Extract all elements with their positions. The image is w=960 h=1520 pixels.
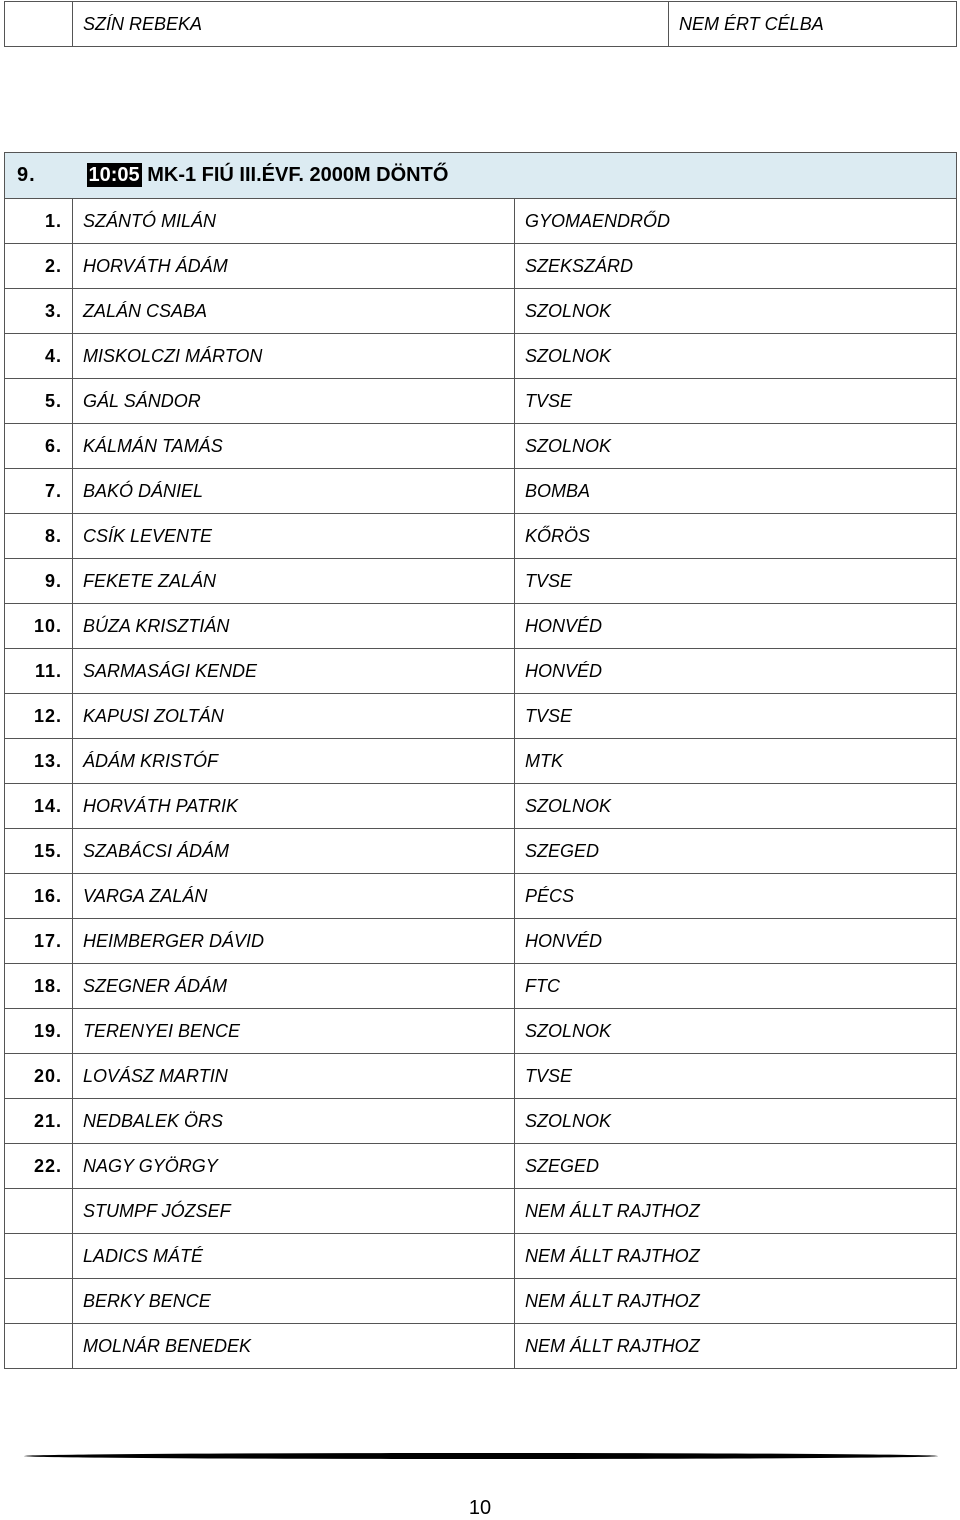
club-name: NEM ÁLLT RAJTHOZ: [515, 1279, 957, 1324]
table-row: [5, 649, 957, 694]
place-cell: 16.: [5, 874, 73, 919]
place-cell: 13.: [5, 739, 73, 784]
place-cell: 8.: [5, 514, 73, 559]
place-cell: [5, 1189, 73, 1234]
table-row: [5, 1279, 957, 1324]
place-cell: 2.: [5, 244, 73, 289]
table-row: [5, 1099, 957, 1144]
athlete-name: VARGA ZALÁN: [73, 874, 515, 919]
place-cell: 1.: [5, 199, 73, 244]
club-name: HONVÉD: [515, 604, 957, 649]
table-row: [5, 289, 957, 334]
previous-results-table: [4, 1, 957, 47]
table-row: [5, 559, 957, 604]
athlete-name: NAGY GYÖRGY: [73, 1144, 515, 1189]
race-title: [73, 153, 957, 199]
table-row: [5, 694, 957, 739]
table-row: [5, 829, 957, 874]
table-row: [5, 784, 957, 829]
club-name: HONVÉD: [515, 649, 957, 694]
club-name: TVSE: [515, 379, 957, 424]
table-row: [5, 1009, 957, 1054]
athlete-name: KÁLMÁN TAMÁS: [73, 424, 515, 469]
athlete-name: CSÍK LEVENTE: [73, 514, 515, 559]
club-name: FTC: [515, 964, 957, 1009]
athlete-name: MISKOLCZI MÁRTON: [73, 334, 515, 379]
club-name: NEM ÁLLT RAJTHOZ: [515, 1189, 957, 1234]
athlete-name: TERENYEI BENCE: [73, 1009, 515, 1054]
place-cell: 7.: [5, 469, 73, 514]
table-row: [5, 1324, 957, 1369]
athlete-name: MOLNÁR BENEDEK: [73, 1324, 515, 1369]
race-name: MK-1 FIÚ III.ÉVF. 2000M DÖNTŐ: [147, 164, 449, 186]
place-cell: 5.: [5, 379, 73, 424]
table-row: [5, 2, 957, 47]
place-cell: 14.: [5, 784, 73, 829]
place-cell: [5, 1324, 73, 1369]
table-row: [5, 919, 957, 964]
athlete-name: HORVÁTH PATRIK: [73, 784, 515, 829]
place-cell: 3.: [5, 289, 73, 334]
table-row: [5, 874, 957, 919]
athlete-name: ÁDÁM KRISTÓF: [73, 739, 515, 784]
place-cell: [5, 1234, 73, 1279]
athlete-name: LADICS MÁTÉ: [73, 1234, 515, 1279]
place-cell: 11.: [5, 649, 73, 694]
table-row: [5, 244, 957, 289]
table-row: [5, 379, 957, 424]
club-name: HONVÉD: [515, 919, 957, 964]
athlete-name: SZÍN REBEKA: [73, 2, 669, 47]
table-row: [5, 199, 957, 244]
race-time: 10:05: [88, 164, 140, 186]
club-name: TVSE: [515, 694, 957, 739]
place-cell: 22.: [5, 1144, 73, 1189]
club-name: BOMBA: [515, 469, 957, 514]
club-name: SZEKSZÁRD: [515, 244, 957, 289]
athlete-name: SZEGNER ÁDÁM: [73, 964, 515, 1009]
athlete-name: NEDBALEK ÖRS: [73, 1099, 515, 1144]
race-results-table: [4, 152, 957, 1369]
table-row: [5, 604, 957, 649]
place-cell: 9.: [5, 559, 73, 604]
place-cell: 10.: [5, 604, 73, 649]
place-cell: [5, 2, 73, 47]
athlete-name: BERKY BENCE: [73, 1279, 515, 1324]
club-name: SZOLNOK: [515, 1099, 957, 1144]
table-row: [5, 469, 957, 514]
page-number: 10: [468, 1497, 492, 1519]
club-name: SZOLNOK: [515, 289, 957, 334]
club-name: SZOLNOK: [515, 784, 957, 829]
place-cell: 17.: [5, 919, 73, 964]
place-cell: [5, 1279, 73, 1324]
table-row: [5, 739, 957, 784]
club-name: TVSE: [515, 559, 957, 604]
athlete-name: BÚZA KRISZTIÁN: [73, 604, 515, 649]
club-name: TVSE: [515, 1054, 957, 1099]
athlete-name: LOVÁSZ MARTIN: [73, 1054, 515, 1099]
club-name: NEM ÉRT CÉLBA: [669, 2, 957, 47]
club-name: GYOMAENDRŐD: [515, 199, 957, 244]
race-header-row: [5, 153, 957, 199]
place-cell: 18.: [5, 964, 73, 1009]
club-name: MTK: [515, 739, 957, 784]
place-cell: 21.: [5, 1099, 73, 1144]
table-row: [5, 514, 957, 559]
place-cell: 20.: [5, 1054, 73, 1099]
club-name: SZEGED: [515, 1144, 957, 1189]
results-body: [5, 199, 957, 1369]
place-cell: 15.: [5, 829, 73, 874]
table-row: [5, 1054, 957, 1099]
place-cell: 4.: [5, 334, 73, 379]
place-cell: 12.: [5, 694, 73, 739]
table-row: [5, 964, 957, 1009]
club-name: PÉCS: [515, 874, 957, 919]
athlete-name: HEIMBERGER DÁVID: [73, 919, 515, 964]
athlete-name: HORVÁTH ÁDÁM: [73, 244, 515, 289]
athlete-name: KAPUSI ZOLTÁN: [73, 694, 515, 739]
club-name: SZOLNOK: [515, 1009, 957, 1054]
athlete-name: STUMPF JÓZSEF: [73, 1189, 515, 1234]
table-row: [5, 1234, 957, 1279]
table-row: [5, 1144, 957, 1189]
club-name: SZOLNOK: [515, 334, 957, 379]
race-number: 9.: [5, 153, 73, 199]
club-name: KŐRÖS: [515, 514, 957, 559]
table-row: [5, 424, 957, 469]
athlete-name: BAKÓ DÁNIEL: [73, 469, 515, 514]
athlete-name: SARMASÁGI KENDE: [73, 649, 515, 694]
place-cell: 19.: [5, 1009, 73, 1054]
table-row: [5, 1189, 957, 1234]
table-row: [5, 334, 957, 379]
club-name: SZOLNOK: [515, 424, 957, 469]
athlete-name: SZÁNTÓ MILÁN: [73, 199, 515, 244]
athlete-name: ZALÁN CSABA: [73, 289, 515, 334]
club-name: NEM ÁLLT RAJTHOZ: [515, 1234, 957, 1279]
athlete-name: SZABÁCSI ÁDÁM: [73, 829, 515, 874]
athlete-name: GÁL SÁNDOR: [73, 379, 515, 424]
club-name: NEM ÁLLT RAJTHOZ: [515, 1324, 957, 1369]
club-name: SZEGED: [515, 829, 957, 874]
page-divider: [24, 1453, 938, 1459]
place-cell: 6.: [5, 424, 73, 469]
athlete-name: FEKETE ZALÁN: [73, 559, 515, 604]
